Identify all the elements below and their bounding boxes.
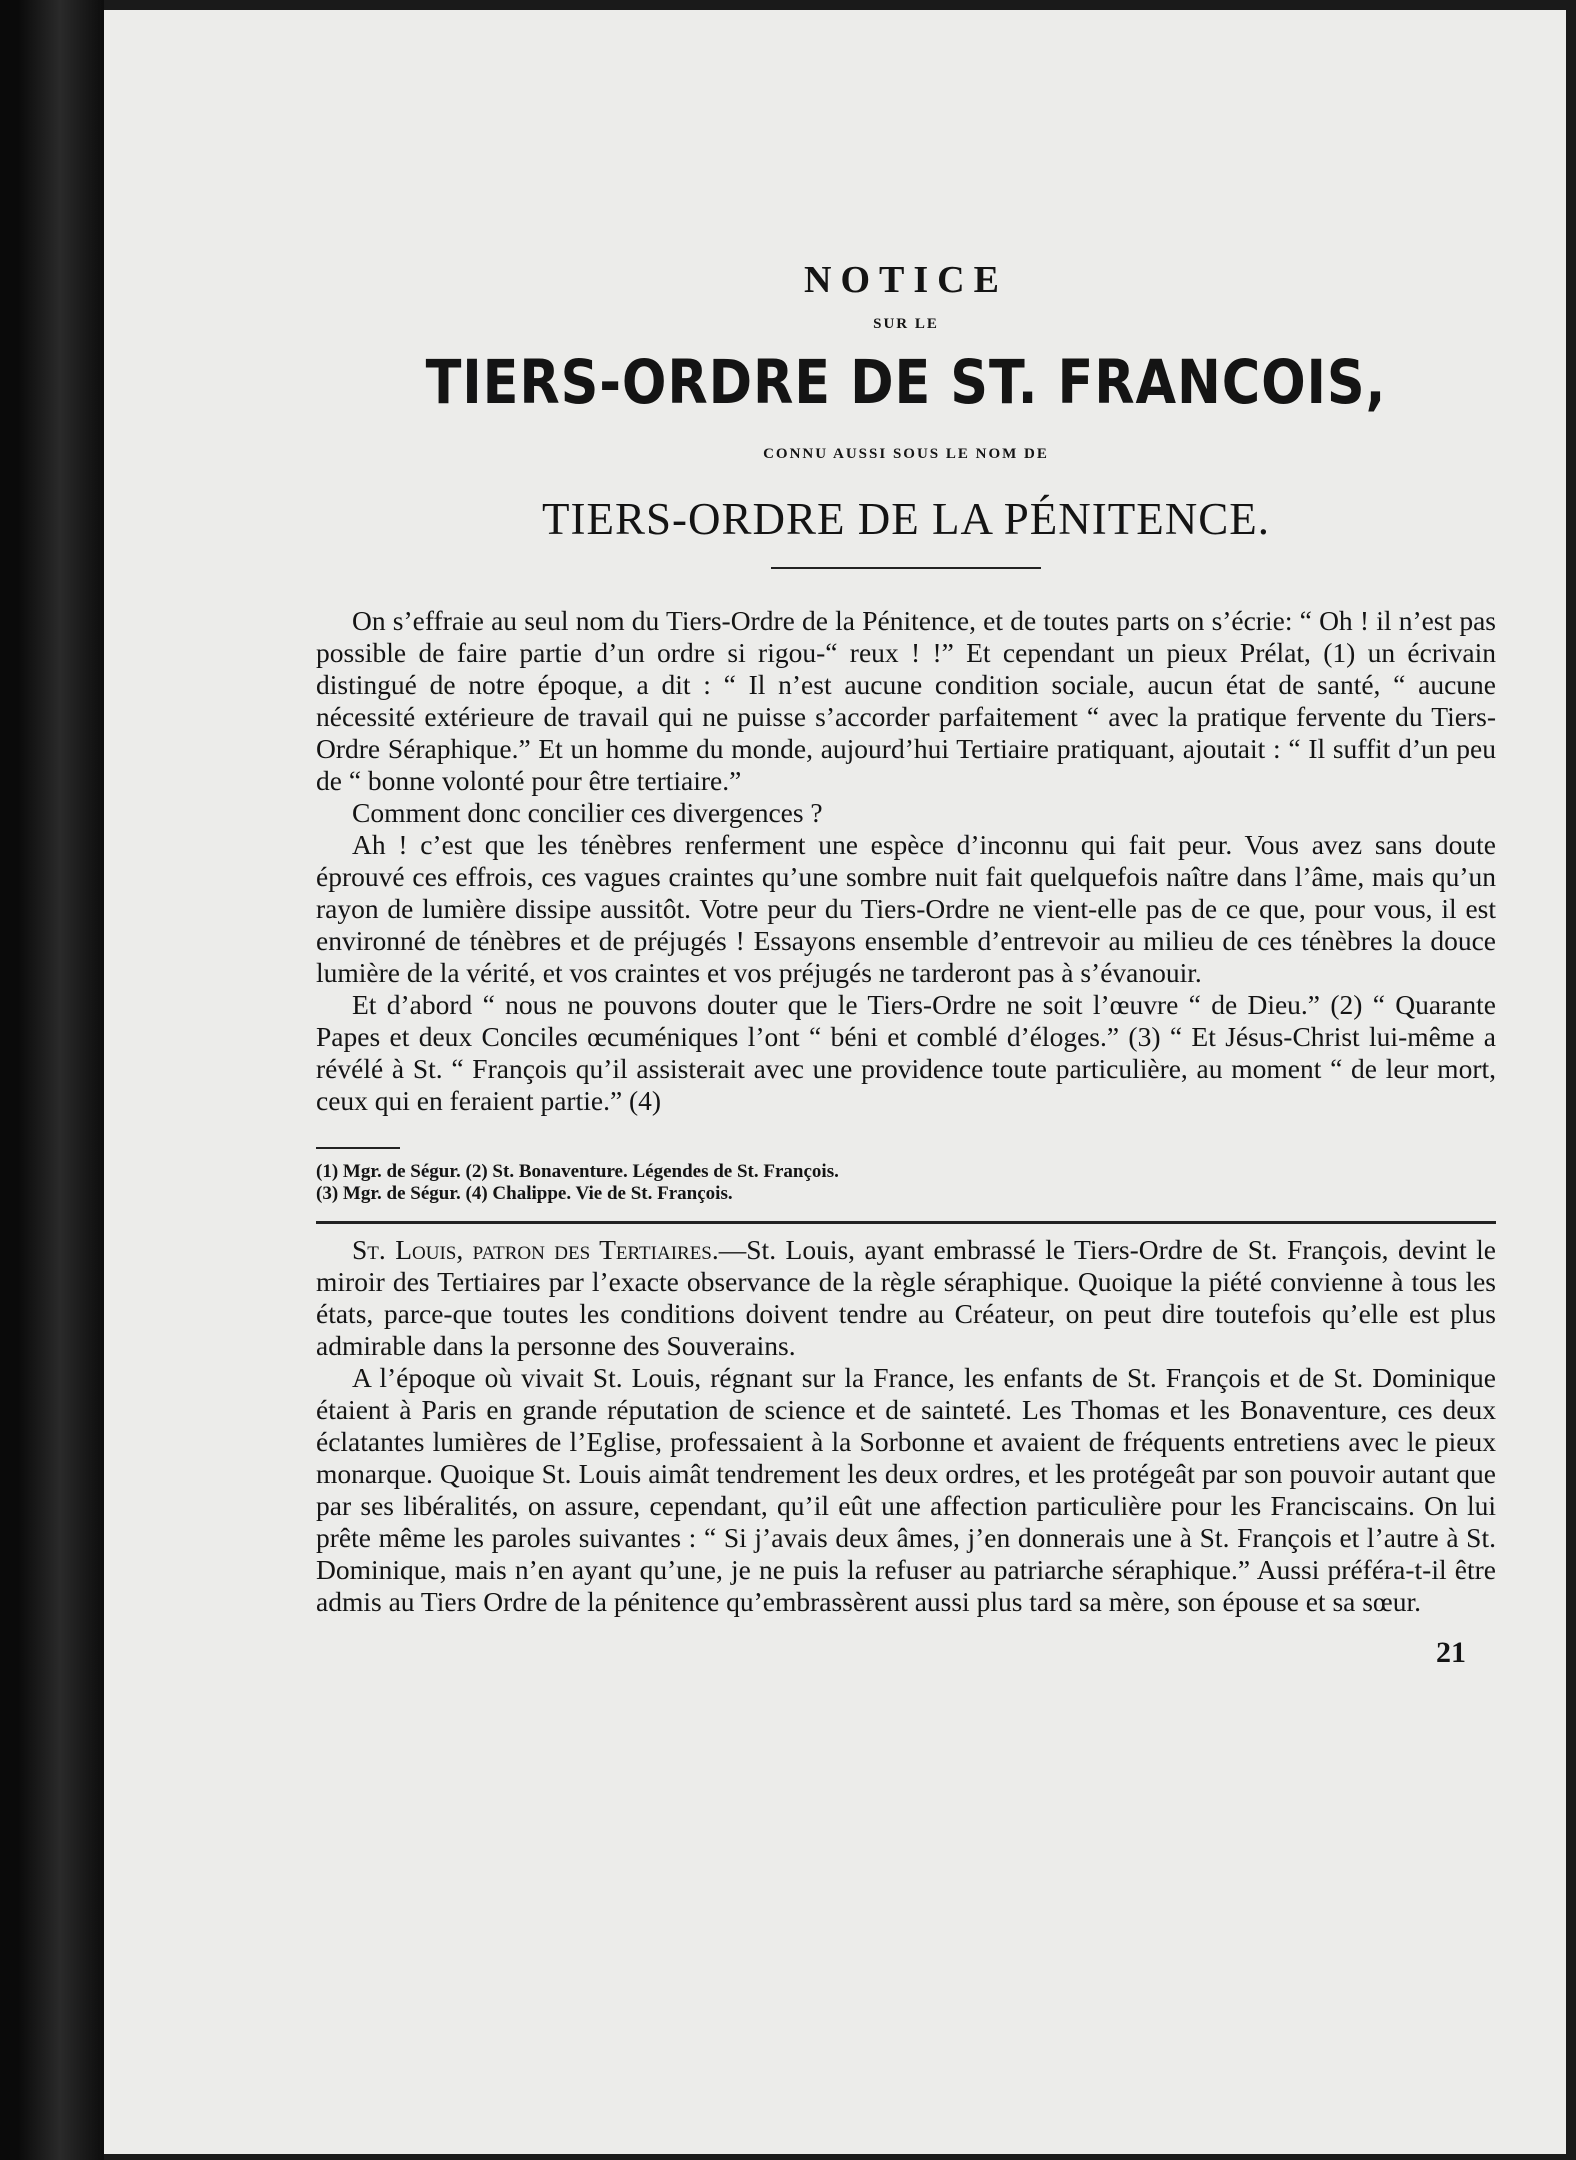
footnote-line: (3) Mgr. de Ségur. (4) Chalippe. Vie de St. François. [316,1183,733,1204]
notice-heading: NOTICE [804,259,1008,301]
footnote-line: (1) Mgr. de Ségur. (2) St. Bonaventure. Légendes de St. François. [316,1161,839,1182]
scan-binding-edge [0,0,104,2160]
page-number: 21 [1436,1636,1466,1669]
paragraph-st-louis: A l’époque où vivait St. Louis, régnant sur la France, les enfants de St. François et de St. Dominique étaient à Paris en grande réputation de science et de sainteté. Les Thomas et les Bonaventure, ces deux éclatantes lumières de l’Eglise, professaient à la Sorbonne et avaient de fréquents entretiens avec le pieux monarque. Quoique St. Louis aimât tendrement les deux ordres, et les protégeât par son pouvoir autant que par ses libéralités, on assure, cependant, qu’il eût une affection particulière pour les Franciscains. On lui prête même les paroles suivantes : “ Si j’avais deux âmes, j’en donnerais une à St. François et l’autre à St. Dominique, mais n’en ayant qu’une, je ne puis la refuser au patriarche séraphique.” Aussi préféra-t-il être admis au Tiers Ordre de la pénitence qu’embrassèrent aussi plus tard sa mère, son épouse et sa sœur. [316,1362,1496,1617]
paragraph-first-of-all: Et d’abord “ nous ne pouvons douter que le Tiers-Ordre ne soit l’œuvre “ de Dieu.” (2) “ Quarante Papes et deux Conciles œcuméniques l’ont “ béni et comblé d’éloges.” (3) “ Et Jésus-Christ lui-même a révélé à St. “ François qu’il assisterait avec une providence toute particulière, au moment “ de leur mort, ceux qui en feraient partie.” (4) [316,989,1496,1116]
document-page [104,10,1566,2154]
title-divider [771,567,1041,569]
section-st-louis-lead [316,1234,1496,1362]
paragraph-darkness: Ah ! c’est que les ténèbres renferment une espèce d’inconnu qui fait peur. Vous avez sans doute éprouvé ces effrois, ces vagues craintes qu’une sombre nuit fait quelquefois naître dans l’âme, mais qu’un rayon de lumière dissipe aussitôt. Votre peur du Tiers-Ordre ne vient-elle pas de ce que, pour vous, il est environné de ténèbres et de préjugés ! Essayons ensemble d’entrevoir au milieu de ces ténèbres la douce lumière de la vérité, et vos craintes et vos préjugés ne tarderont pas à s’évanouir. [316,829,1496,988]
page-title: TIERS-ORDRE DE ST. FRANCOIS, [425,347,1387,418]
section-divider [316,1221,1496,1224]
section-heading: St. Louis, patron des Tertiaires. [352,1234,719,1265]
page-subtitle: TIERS-ORDRE DE LA PÉNITENCE. [542,494,1270,544]
page-content [316,250,1496,1669]
footnote-divider [316,1147,400,1149]
sur-le-heading: SUR LE [873,316,939,332]
connu-heading: CONNU AUSSI SOUS LE NOM DE [763,446,1049,462]
paragraph-question: Comment donc concilier ces divergences ? [352,797,823,828]
paragraph-intro: On s’effraie au seul nom du Tiers-Ordre de la Pénitence, et de toutes parts on s’écrie: “ Oh ! il n’est pas possible de faire partie d’un ordre si rigou-“ reux ! !” Et cependant un pieux Prélat, (1) un écrivain distingué de notre époque, a dit : “ Il n’est aucune condition sociale, aucun état de santé, “ aucune nécessité extérieure de travail qui ne puisse s’accorder parfaitement “ avec la pratique fervente du Tiers-Ordre Séraphique.” Et un homme du monde, aujourd’hui Tertiaire pratiquant, ajoutait : “ Il suffit d’un peu de “ bonne volonté pour être tertiaire.” [316,605,1496,796]
section-lead-text: —St. Louis, ayant embrassé le Tiers-Ordre de St. François, devint le miroir des Tertiaires par l’exacte observance de la règle séraphique. Quoique la piété convienne à tous les états, parce-que toutes les conditions doivent tendre au Créateur, on peut dire toutefois qu’elle est plus admirable dans la personne des Souverains. [316,1234,1496,1361]
